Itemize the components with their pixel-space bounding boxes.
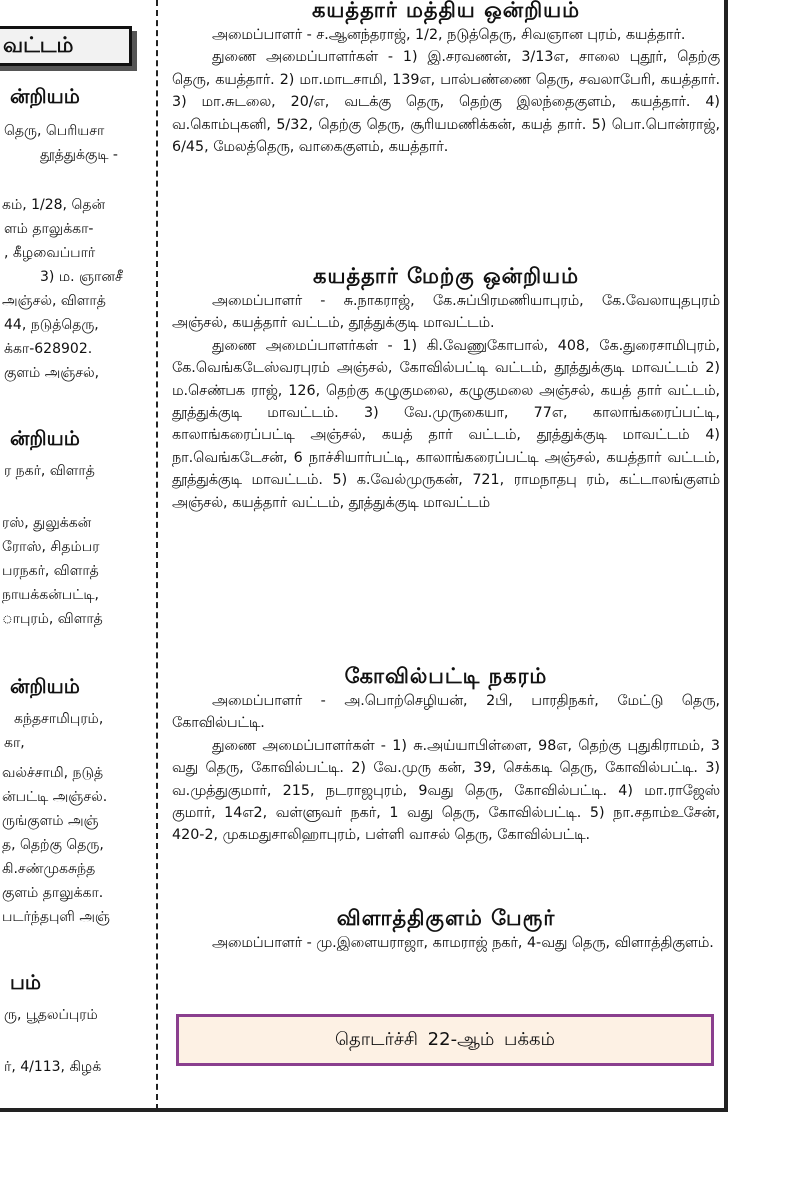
- left-line: , கீழவைப்பார்: [4, 245, 96, 261]
- left-line: அஞ்சல், விளாத்: [2, 293, 106, 309]
- left-line: க்கா-628902.: [4, 341, 93, 357]
- deputy-organizers-paragraph: துணை அமைப்பாளர்கள் - 1) கி.வேணுகோபால், 408, கே.துரைசாமிபுரம், கே.வெங்கடேஸ்வரபுரம் அஞ்சல், கோவில்பட்டி வட்டம், தூத்துக்குடி மாவட்டம் 2) ம.செண்பக ராஜ், 126, தெற்கு கழுகுமலை, கழுகுமலை அஞ்சல், கயத் தார் வட்டம், தூத்துக்குடி மாவட்டம். 3) வே.முருகையா, 77எ, காலாங்கரைப்பட்டி, காலாங்கரைப்பட்டி அஞ்சல், கயத் தார் வட்டம், தூத்துக்குடி மாவட்டம் 4) நா.வெங்கடேசன், 6 நாச்சியார்பட்டி, காலாங்கரைப்பட்டி அஞ்சல், கயத்தார் வட்டம், தூத்துக்குடி மாவட்டம். 5) க.வேல்முருகன், 721, ராமநாதபு ரம், கட்டாலங்குளம் அஞ்சல், கயத்தார் வட்டம், தூத்துக்குடி மாவட்டம்: [172, 337, 720, 511]
- left-line: ரோஸ், சிதம்பர: [2, 539, 100, 555]
- left-line: படர்ந்தபுளி அஞ்: [2, 909, 110, 925]
- section-title: விளாத்திகுளம் பேரூர்: [336, 906, 556, 930]
- vattam-heading-box: [0, 26, 132, 66]
- left-line: குளம் அஞ்சல்,: [4, 365, 100, 381]
- organizer-paragraph: அமைப்பாளர் - மு.இளையராஜா, காமராஜ் நகர், 4-வது தெரு, விளாத்திகுளம்.: [212, 935, 714, 951]
- left-line: ரஸ், துலுக்கன்: [2, 515, 92, 531]
- section-vilathikulam: [172, 904, 720, 954]
- left-line: ளம் தாலுக்கா-: [4, 221, 94, 237]
- left-line: ர், 4/113, கிழக்: [4, 1059, 102, 1075]
- left-line: 3) ம. ஞானசீ: [40, 269, 123, 285]
- section-title: கயத்தார் மேற்கு ஒன்றியம்: [313, 264, 579, 288]
- section-title: கயத்தார் மத்திய ஒன்றியம்: [311, 0, 581, 22]
- continued-on-page-box: [176, 1014, 714, 1066]
- left-line: தெரு, பெரியசா: [4, 123, 105, 139]
- deputy-organizers-paragraph: துணை அமைப்பாளர்கள் - 1) இ.சரவணன், 3/13எ, சாலை புதூர், தெற்கு தெரு, கயத்தார். 2) மா.மாடசாமி, 139எ, பால்பண்ணை தெரு, சவலாபேரி, கயத்தார். 3) மா.சுடலை, 20/எ, வடக்கு தெரு, தெற்கு இலந்தைகுளம், கயத்தார். 4) வ.கொம்புகனி, 5/32, தெற்கு தெரு, சூரியமணிக்கன், கயத் தார். 5) பொ.பொன்ராஜ், 6/45, மேலத்தெரு, வாகைகுளம், கயத்தார்.: [172, 49, 720, 156]
- frame-border-bottom: [0, 1108, 728, 1112]
- left-line: ர நகர், விளாத்: [4, 463, 95, 479]
- organizer-paragraph: அமைப்பாளர் - அ.பொற்செழியன், 2பி, பாரதிநகர், மேட்டு தெரு, கோவில்பட்டி.: [172, 693, 720, 732]
- organizer-paragraph: அமைப்பாளர் - சு.நாகராஜ், கே.சுப்பிரமணியாபுரம், கே.வேலாயுதபுரம் அஞ்சல், கயத்தார் வட்டம், தூத்துக்குடி மாவட்டம்.: [172, 293, 720, 332]
- organizer-paragraph: அமைப்பாளர் - ச.ஆனந்தராஜ், 1/2, நடுத்தெரு, சிவஞான புரம், கயத்தார்.: [212, 27, 686, 43]
- left-line: ாபுரம், விளாத்: [2, 611, 103, 627]
- section-kayathar-central: [172, 0, 720, 158]
- column-divider: [156, 0, 158, 1110]
- left-line: ருங்குளம் அஞ்: [2, 813, 99, 829]
- left-line: பரநகர், விளாத்: [2, 563, 99, 579]
- continued-text: தொடர்ச்சி 22-ஆம் பக்கம்: [335, 1028, 555, 1050]
- left-heading: பம்: [10, 970, 41, 994]
- left-line: குளம் தாலுக்கா.: [2, 885, 104, 901]
- left-line: கம், 1/28, தென்: [2, 197, 106, 213]
- left-line: 44, நடுத்தெரு,: [4, 317, 99, 333]
- left-line: தூத்துக்குடி -: [40, 147, 118, 163]
- left-heading: ன்றியம்: [10, 674, 80, 698]
- left-line: ரு, பூதலப்புரம்: [4, 1007, 98, 1023]
- left-heading: ன்றியம்: [10, 426, 80, 450]
- left-heading: ன்றியம்: [10, 84, 80, 108]
- section-kovilpatti-town: [172, 662, 720, 847]
- left-line: கந்தசாமிபுரம்,: [14, 711, 104, 727]
- deputy-organizers-paragraph: துணை அமைப்பாளர்கள் - 1) சு.அய்யாபிள்ளை, 98எ, தெற்கு புதுகிராமம், 3 வது தெரு, கோவில்பட்டி. 2) வே.முரு கன், 39, செக்கடி தெரு, கோவில்பட்டி. 3) வ.முத்துகுமார், 215, நடராஜபுரம், 9வது தெரு, கோவில்பட்டி. 4) மா.ராஜேஸ் குமார், 14எ2, வள்ளுவர் நகர், 1 வது தெரு, கோவில்பட்டி. 5) நா.சதாம்உசேன், 420-2, முகமதுசாலிஹாபுரம், பள்ளி வாசல் தெரு, கோவில்பட்டி.: [172, 737, 720, 844]
- section-kayathar-west: [172, 262, 720, 514]
- left-line: கா,: [4, 735, 25, 751]
- frame-border-right: [724, 0, 728, 1112]
- left-column-cropped: [0, 0, 150, 1110]
- section-title: கோவில்பட்டி நகரம்: [344, 664, 548, 688]
- right-column: [168, 0, 724, 1110]
- left-line: ன்பட்டி அஞ்சல்.: [2, 789, 108, 805]
- left-line: நாயக்கன்பட்டி,: [2, 587, 99, 603]
- left-line: வல்ச்சாமி, நடுத்: [2, 765, 104, 781]
- vattam-heading-text: வட்டம்: [3, 32, 74, 57]
- left-line: த, தெற்கு தெரு,: [2, 837, 104, 853]
- left-line: கி.சண்முகசுந்த: [2, 861, 96, 877]
